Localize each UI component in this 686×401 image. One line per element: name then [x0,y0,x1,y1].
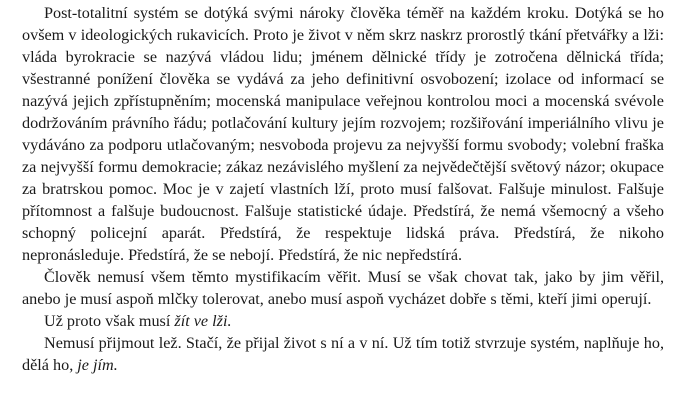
paragraph-3-emphasis: žít ve lži. [174,312,232,330]
paragraph-4-emphasis: je jím. [77,356,118,374]
paragraph-4 [22,332,664,376]
paragraph-4-text: Nemusí přijmout lež. Stačí, že přijal život s ní a v ní. Už tím totiž stvrzuje systém, naplňuje ho, dělá ho, [22,334,664,374]
paragraph-1: Post-totalitní systém se dotýká svými nároky člověka téměř na každém kroku. Dotýká se ho ovšem v ideologických rukavicích. Proto je život v něm skrz naskrz prorostlý tkání přetvářky a lži: vláda byrokracie se nazývá vládou lidu; jménem dělnické třídy je zotročena dělnická třída; všestranné ponížení člověka se vydává za jeho definitivní osvobození; izolace od informací se nazývá jejich zpřístupněním; mocenská manipulace veřejnou kontrolou moci a mocenská svévole dodržováním právního řádu; potlačování kultury jejím rozvojem; rozšiřování imperiálního vlivu je vydáváno za podporu utlačovaným; nesvoboda projevu za nejvyšší formu svobody; volební fraška za nejvyšší formu demokracie; zákaz nezávislého myšlení za nejvědečtější světový názor; okupace za bratrskou pomoc. Moc je v zajetí vlastních lží, proto musí falšovat. Falšuje minulost. Falšuje přítomnost a falšuje budoucnost. Falšuje statistické údaje. Předstírá, že nemá všemocný a všeho schopný policejní aparát. Předstírá, že respektuje lidská práva. Předstírá, že nikoho nepronásleduje. Předstírá, že se nebojí. Předstírá, že nic nepředstírá. [22,4,664,264]
paragraph-2: Člověk nemusí všem těmto mystifikacím věřit. Musí se však chovat tak, jako by jim věřil, anebo je musí aspoň mlčky tolerovat, anebo musí aspoň vycházet dobře s těmi, kteří jimi operují. [22,268,664,308]
paragraph-3 [22,310,664,332]
paragraph-3-text: Už proto však musí [44,312,175,330]
